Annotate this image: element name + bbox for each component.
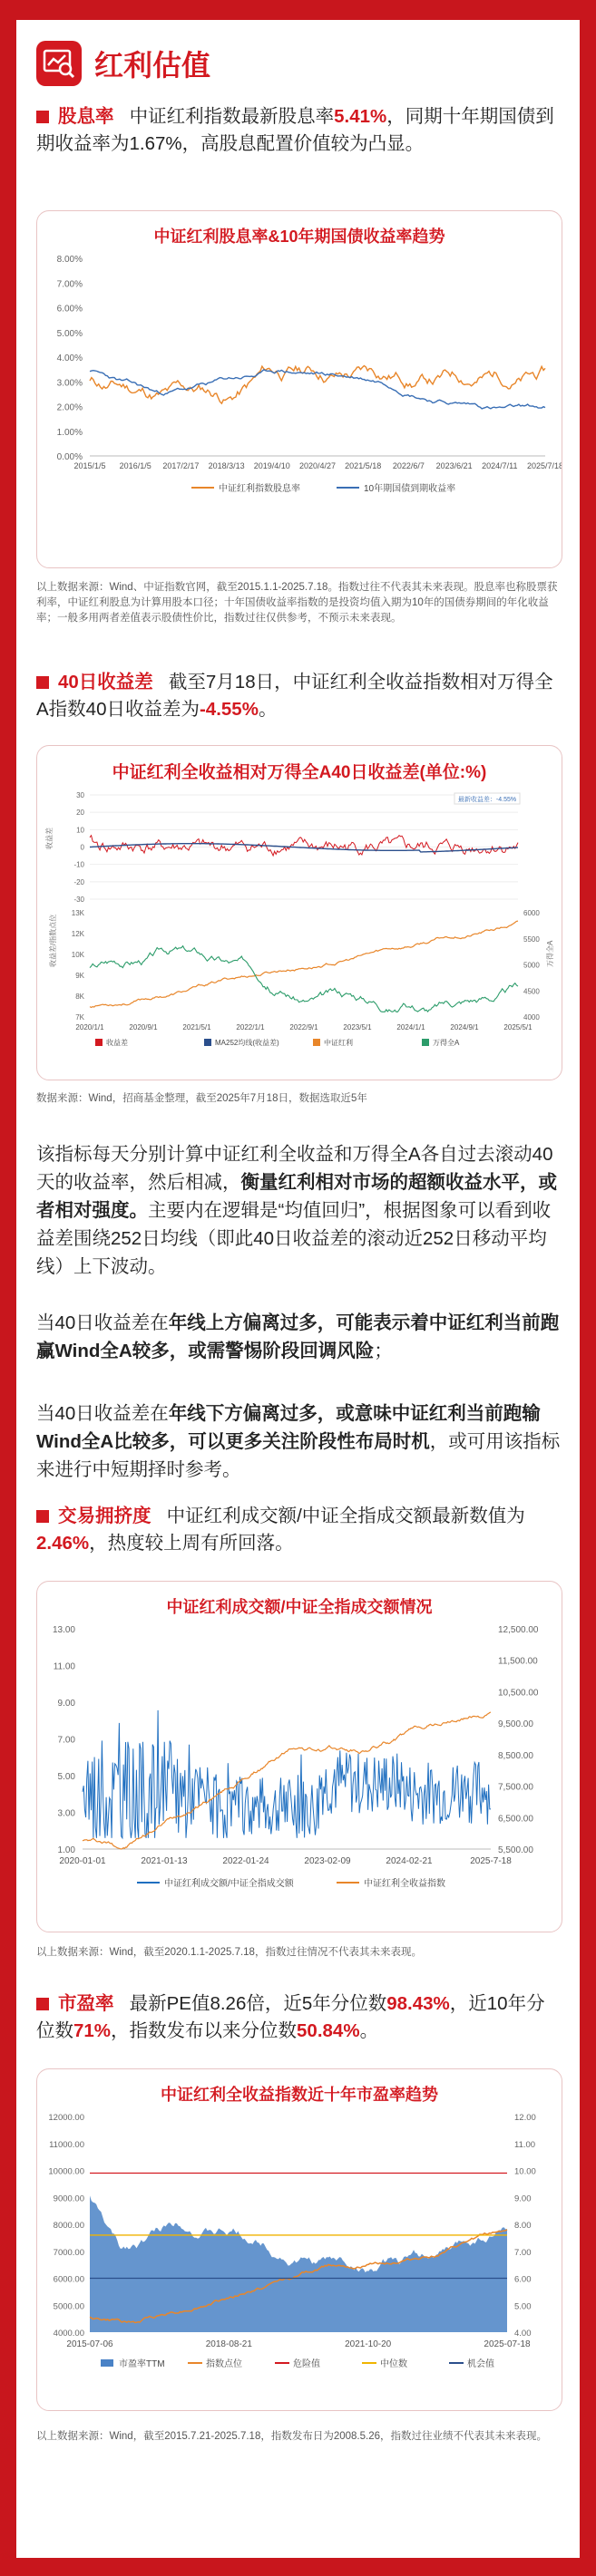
legend-swatch: [204, 1039, 211, 1046]
dividend-yield-chart: [36, 210, 562, 568]
y-tick-label-right: 8.00: [514, 2221, 532, 2231]
chart-title: 中证红利股息率&10年期国债收益率趋势: [153, 228, 445, 246]
series-line-spread: [90, 836, 518, 856]
x-tick-label: 2020/1/1: [75, 1023, 104, 1031]
y-tick-label: -20: [73, 877, 84, 886]
y-tick-label-right: 5500: [523, 935, 540, 944]
y-tick-label-right: 6.00: [514, 2274, 532, 2285]
x-tick-label: 2022/9/1: [289, 1023, 318, 1031]
pe-plot: [37, 2106, 562, 2409]
y-tick-label: 7.00: [57, 1735, 75, 1746]
x-tick-label: 2021/5/18: [345, 461, 382, 470]
below-line-explanation: [36, 1399, 564, 1484]
return-spread-value: -4.55%: [199, 699, 259, 720]
return-spread-text: [36, 669, 562, 723]
y-tick-label: 8K: [75, 993, 84, 1001]
x-tick-label: 2024/7/11: [482, 461, 518, 470]
x-tick-label: 2019/4/10: [253, 461, 290, 470]
y-tick-label-right: 8,500.00: [498, 1750, 533, 1761]
y-tick-label: 9.00: [57, 1699, 75, 1709]
below-c: ，或可用该指标来进行中短期择时参考。: [36, 1431, 561, 1480]
series-line-dividend-index: [90, 921, 518, 1007]
y-tick-label-right: 7.00: [514, 2247, 532, 2258]
y-tick-label-right: 11.00: [514, 2139, 536, 2150]
chart-title: 中证红利全收益指数近十年市盈率趋势: [161, 2086, 438, 2104]
dividend-yield-text-a: 中证红利指数最新股息率: [129, 106, 335, 127]
legend-label: 中位数: [380, 2359, 407, 2369]
bullet-square-icon: [36, 676, 49, 689]
y-tick-label-right: 10.00: [514, 2166, 536, 2177]
pe-text-c: ，指数发布以来分位数: [111, 2020, 298, 2041]
y-tick-label: -10: [73, 860, 84, 869]
crowding-chart: [36, 1581, 562, 1932]
above-a: 当40日收益差在: [36, 1312, 169, 1333]
legend-label: 10年期国债到期收益率: [364, 484, 456, 494]
y-axis-label-right: 万得全A: [546, 940, 554, 967]
return-spread-chart: [36, 745, 562, 1080]
y-tick-label: 6.00%: [56, 304, 83, 315]
pe-text: [36, 1990, 562, 2045]
y-tick-label: 13.00: [52, 1625, 75, 1635]
legend-label: 中证红利: [324, 1039, 353, 1047]
series-line-wind-a: [90, 946, 518, 1012]
x-tick-label: 2024/9/1: [450, 1023, 479, 1031]
y-tick-label: 3.00%: [56, 378, 83, 389]
x-tick-label: 2021-10-20: [345, 2339, 392, 2349]
y-tick-label: 5000.00: [53, 2301, 84, 2312]
x-tick-label: 2020/9/1: [129, 1023, 158, 1031]
y-tick-label-right: 7,500.00: [498, 1782, 533, 1793]
above-c: ；: [374, 1341, 393, 1361]
y-tick-label: 20: [76, 809, 84, 818]
x-tick-label: 2016/1/5: [119, 461, 151, 470]
x-tick-label: 2018-08-21: [205, 2339, 252, 2349]
area-pe-ttm: [90, 2195, 507, 2332]
y-tick-label-right: 11,500.00: [498, 1656, 538, 1667]
chart-title: 中证红利成交额/中证全指成交额情况: [166, 1598, 433, 1616]
below-a: 当40日收益差在: [36, 1403, 169, 1424]
y-tick-label: 0.00%: [56, 452, 83, 462]
legend-label: 中证红利全收益指数: [364, 1879, 445, 1889]
x-tick-label: 2022-01-24: [222, 1856, 269, 1866]
y-axis-label: 收益差/指数点位: [49, 914, 57, 967]
y-tick-label: 7000.00: [53, 2247, 84, 2258]
y-tick-label-right: 4000: [523, 1013, 540, 1022]
y-tick-label: 7K: [75, 1013, 84, 1022]
x-tick-label: 2023/6/21: [435, 461, 473, 470]
y-tick-label: 4000.00: [53, 2329, 84, 2339]
dividend-yield-text: [36, 103, 562, 158]
pe-keyword: 市盈率: [58, 1993, 114, 2014]
section-header: [36, 38, 210, 89]
below-b: 年线下方偏离过多，或意味中证红利当前跑输Wind全A比较多，可以更多关注阶段性布局时机: [36, 1403, 541, 1452]
y-tick-label: 30: [76, 791, 84, 799]
legend-label: 指数点位: [206, 2359, 242, 2369]
legend-label: MA252均线(收益差): [215, 1039, 279, 1047]
x-tick-label: 2024/1/1: [396, 1023, 425, 1031]
dividend-yield-text-b: ，同期十年期国债到期收益率为1.67%，高股息配置价值较为凸显。: [36, 106, 554, 154]
y-tick-label-right: 12,500.00: [498, 1625, 539, 1635]
y-tick-label: 2.00%: [56, 402, 83, 413]
x-tick-label: 2025-07-18: [484, 2339, 531, 2349]
pe-text-d: 。: [359, 2020, 379, 2041]
y-tick-label: 10K: [71, 951, 84, 959]
x-tick-label: 2023-02-09: [304, 1856, 351, 1866]
legend-swatch: [101, 2359, 113, 2367]
content-card: [16, 20, 580, 2558]
y-tick-label: 8000.00: [53, 2221, 84, 2231]
x-tick-label: 2022/6/7: [392, 461, 425, 470]
crowding-plot: [37, 1618, 562, 1931]
legend-label: 机会值: [467, 2359, 494, 2369]
return-spread-note: 数据来源：Wind，招商基金整理，截至2025年7月18日，数据选取近5年: [36, 1093, 367, 1104]
return-spread-keyword: 40日收益差: [58, 672, 153, 692]
y-tick-label: 5.00: [57, 1772, 75, 1782]
y-tick-label: 12K: [71, 930, 84, 938]
y-tick-label: 3.00: [57, 1808, 75, 1819]
y-tick-label: 6000.00: [53, 2274, 84, 2285]
y-tick-label: 13K: [71, 909, 84, 917]
crowding-note: 以上数据来源：Wind，截至2020.1.1-2025.7.18，指数过往情况不代表其未来表现。: [36, 1947, 422, 1958]
y-tick-label-right: 5.00: [514, 2301, 532, 2312]
y-tick-label: 11000.00: [49, 2139, 84, 2150]
y-tick-label: 4.00%: [56, 353, 83, 363]
y-tick-label: 1.00: [57, 1845, 75, 1855]
chart-search-icon: [36, 41, 82, 86]
page-title: 红利估值: [94, 49, 211, 82]
x-tick-label: 2021-01-13: [141, 1856, 188, 1866]
inset-label: 最新收益差：-4.55%: [457, 797, 517, 803]
x-tick-label: 2020-01-01: [59, 1856, 106, 1866]
x-tick-label: 2025/5/1: [503, 1023, 532, 1031]
pe-all-percentile: 50.84%: [297, 2020, 360, 2041]
return-spread-text-a: 截至7月18日，中证红利全收益指数相对万得全A指数40日收益差为: [36, 672, 553, 720]
x-tick-label: 2015/1/5: [73, 461, 106, 470]
x-tick-label: 2025-7-18: [470, 1856, 512, 1866]
legend-swatch: [95, 1039, 103, 1046]
legend-label: 中证红利成交额/中证全指成交额: [164, 1879, 294, 1889]
pe-5y-percentile: 98.43%: [386, 1993, 450, 2014]
pe-text-a: 最新PE值8.26倍，近5年分位数: [129, 1993, 387, 2014]
y-tick-label: 7.00%: [56, 279, 83, 290]
pe-note: 以上数据来源：Wind，截至2015.7.21-2025.7.18，指数发布日为2008.5.26，指数过往业绩不代表其未来表现。: [36, 2431, 548, 2442]
crowding-text-b: ，热度较上周有所回落。: [89, 1533, 294, 1554]
y-tick-label-right: 4500: [523, 987, 540, 996]
y-tick-label: 11.00: [53, 1661, 75, 1672]
legend-label: 市盈率TTM: [119, 2359, 165, 2369]
y-tick-label: 12000.00: [48, 2113, 84, 2123]
y-tick-label: 9000.00: [53, 2193, 84, 2204]
x-tick-label: 2022/1/1: [236, 1023, 265, 1031]
bullet-square-icon: [36, 1998, 49, 2010]
dividend-yield-note: 以上数据来源：Wind、中证指数官网，截至2015.1.1-2025.7.18。指数过往不代表其未来表现。股息率也称股票获利率，中证红利股息为计算用股本口径；十年国债收益率指数的是投资均值入期为10年的国债券期间的年化收益率；一般多用两者差值表示股债性价比，指数过往仅供参考，不预示未来表现。: [36, 582, 558, 624]
bullet-square-icon: [36, 111, 49, 123]
pe-text-b: ，近10年分位数: [36, 1993, 545, 2041]
legend-swatch: [422, 1039, 429, 1046]
legend-label: 收益差: [106, 1039, 128, 1047]
x-tick-label: 2015-07-06: [66, 2339, 113, 2349]
legend-label: 中证红利指数股息率: [219, 484, 300, 494]
x-tick-label: 2021/5/1: [182, 1023, 211, 1031]
explanation-c: 主要内在逻辑是“均值回归”，根据图象可以看到收益差围绕252日均线（即此40日收益差的滚动近252日移动平均线）上下波动。: [36, 1200, 552, 1277]
y-tick-label-right: 10,500.00: [498, 1688, 539, 1699]
y-axis-label: 收益差: [45, 828, 54, 849]
dividend-yield-plot: [37, 247, 562, 565]
x-tick-label: 2017/2/17: [162, 461, 200, 470]
series-line-turnover-ratio: [83, 1710, 491, 1838]
y-tick-label: 8.00%: [56, 255, 83, 265]
dividend-yield-keyword: 股息率: [58, 106, 114, 127]
x-tick-label: 2018/3/13: [208, 461, 245, 470]
series-line-dividend-yield: [90, 366, 545, 404]
legend-label: 万得全A: [433, 1039, 460, 1047]
y-tick-label-right: 5,500.00: [498, 1845, 533, 1855]
y-tick-label: 10000.00: [48, 2166, 84, 2177]
indicator-explanation: [36, 1140, 564, 1281]
crowding-text: [36, 1503, 562, 1557]
y-tick-label-right: 4.00: [514, 2329, 532, 2339]
pe-10y-percentile: 71%: [73, 2020, 112, 2041]
y-tick-label: 5.00%: [56, 328, 83, 339]
bullet-square-icon: [36, 1510, 49, 1523]
x-tick-label: 2025/7/18: [526, 461, 563, 470]
above-line-explanation: [36, 1309, 564, 1365]
y-tick-label-right: 5000: [523, 961, 540, 970]
y-tick-label: -30: [73, 896, 84, 904]
series-line-bond-yield: [90, 370, 545, 409]
x-tick-label: 2024-02-21: [386, 1856, 433, 1866]
return-spread-plot: [37, 786, 562, 1080]
above-b: 年线上方偏离过多，可能表示着中证红利当前跑赢Wind全A较多，或需警惕阶段回调风险: [36, 1312, 560, 1361]
crowding-keyword: 交易拥挤度: [58, 1506, 151, 1526]
x-tick-label: 2020/4/27: [298, 461, 337, 470]
y-tick-label-right: 6000: [523, 909, 540, 917]
explanation-a: 该指标每天分别计算中证红利全收益和万得全A各自过去滚动40天的收益率，然后相减，: [36, 1144, 553, 1193]
y-tick-label-right: 12.00: [514, 2113, 536, 2123]
dividend-yield-value: 5.41%: [334, 106, 387, 127]
y-tick-label: 1.00%: [56, 427, 83, 438]
y-tick-label: 10: [76, 826, 84, 835]
y-tick-label: 0: [80, 843, 84, 852]
y-tick-label: 9K: [75, 972, 84, 980]
pe-chart: [36, 2068, 562, 2411]
legend-label: 危险值: [293, 2359, 320, 2369]
y-tick-label-right: 9,500.00: [498, 1719, 533, 1730]
chart-title: 中证红利全收益相对万得全A40日收益差(单位:%): [112, 763, 487, 782]
crowding-value: 2.46%: [36, 1533, 90, 1554]
legend-swatch: [313, 1039, 320, 1046]
explanation-b: 衡量红利相对市场的超额收益水平，或者相对强度。: [36, 1172, 557, 1221]
return-spread-text-b: 。: [258, 699, 278, 720]
crowding-text-a: 中证红利成交额/中证全指成交额最新数值为: [166, 1506, 525, 1526]
y-tick-label-right: 9.00: [514, 2193, 532, 2204]
x-tick-label: 2023/5/1: [343, 1023, 372, 1031]
y-tick-label-right: 6,500.00: [498, 1814, 533, 1825]
